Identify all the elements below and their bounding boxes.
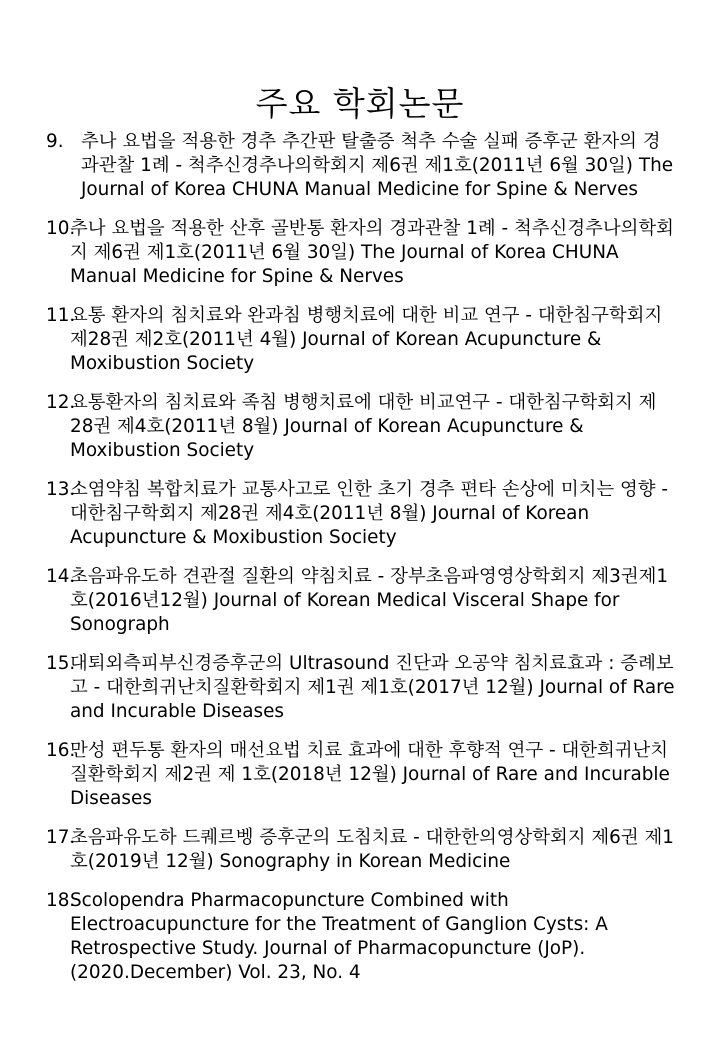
paper-number: 9. [46, 131, 64, 152]
paper-text: 요통 환자의 침치료와 완과침 병행치료에 대한 비교 연구 - 대한침구학회지 제28권 제2호(2011년 4월) Journal of Korean Acupuncture & Moxibustion Society [70, 305, 663, 374]
paper-item [46, 478, 676, 550]
paper-list [46, 130, 676, 1000]
paper-number: 18. [46, 890, 76, 911]
paper-text: 추나 요법을 적용한 산후 골반통 환자의 경과관찰 1례 - 척추신경추나의학회지 제6권 제1호(2011년 6월 30일) The Journal of Korea CHUNA Manual Medicine for Spine & Nerves [70, 218, 674, 287]
paper-text: 초음파유도하 견관절 질환의 약침치료 - 장부초음파영영상학회지 제3권제1호(2016년12월) Journal of Korean Medical Visceral Shape for Sonograph [70, 566, 669, 635]
paper-item [46, 826, 676, 874]
paper-text: 대퇴외측피부신경증후군의 Ultrasound 진단과 오공약 침치료효과 : 증례보고 - 대한희귀난치질환학회지 제1권 제1호(2017년 12월) Journal of Rare and Incurable Diseases [70, 653, 675, 722]
paper-text: 요통환자의 침치료와 족침 병행치료에 대한 비교연구 - 대한침구학회지 제28권 제4호(2011년 8월) Journal of Korean Acupuncture & Moxibustion Society [70, 392, 657, 461]
paper-item [46, 217, 676, 289]
paper-number: 12. [46, 392, 76, 413]
paper-number: 16. [46, 740, 76, 761]
paper-item [46, 565, 676, 637]
paper-number: 11. [46, 305, 76, 326]
paper-text: 초음파유도하 드퀘르벵 증후군의 도침치료 - 대한한의영상학회지 제6권 제1호(2019년 12월) Sonography in Korean Medicine [70, 827, 674, 872]
paper-number: 14. [46, 566, 76, 587]
paper-item [46, 889, 676, 985]
paper-item [46, 304, 676, 376]
paper-text: 소염약침 복합치료가 교통사고로 인한 초기 경추 편타 손상에 미치는 영향 - 대한침구학회지 제28권 제4호(2011년 8월) Journal of Korean Acupuncture & Moxibustion Society [70, 479, 669, 548]
paper-number: 17. [46, 827, 76, 848]
paper-text: 추나 요법을 적용한 경추 추간판 탈출증 척추 수술 실패 증후군 환자의 경과관찰 1례 - 척추신경추나의학회지 제6권 제1호(2011년 6월 30일) The Journal of Korea CHUNA Manual Medicine for Spine & Nerves [81, 131, 674, 200]
paper-item [46, 391, 676, 463]
paper-number: 13. [46, 479, 76, 500]
paper-item [46, 130, 676, 202]
paper-text: Scolopendra Pharmacopuncture Combined with Electroacupuncture for the Treatment of Ganglion Cysts: A Retrospective Study. Journal of Pharmacopuncture (JoP). (2020.December) Vol. 23, No. 4 [70, 890, 608, 983]
paper-item [46, 739, 676, 811]
paper-number: 10. [46, 218, 76, 239]
paper-item [46, 652, 676, 724]
page-title: 주요 학회논문 [255, 84, 465, 124]
paper-number: 15. [46, 653, 76, 674]
paper-text: 만성 편두통 환자의 매선요법 치료 효과에 대한 후향적 연구 - 대한희귀난치질환학회지 제2권 제 1호(2018년 12월) Journal of Rare and Incurable Diseases [70, 740, 670, 809]
